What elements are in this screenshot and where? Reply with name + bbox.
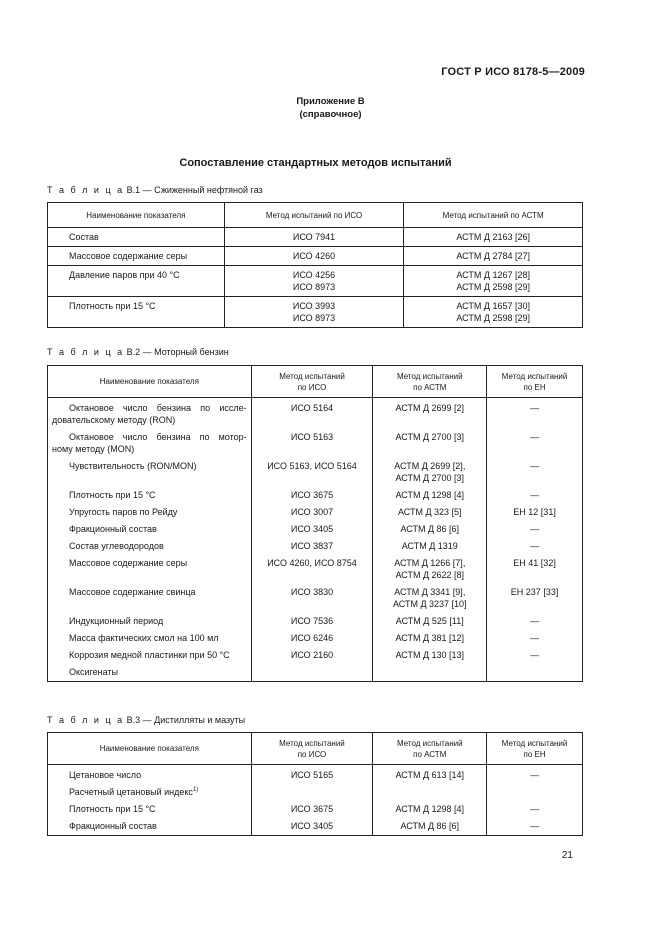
- row-name: Индукционный период: [69, 616, 164, 626]
- row-iso-cell: ИСО 5163, ИСО 5164: [251, 458, 373, 487]
- table-row: [48, 765, 583, 785]
- row-en-cell: —: [487, 818, 583, 836]
- row-name-line: довательскому методу (RON): [52, 415, 176, 425]
- row-name-cell: [48, 613, 252, 630]
- table1-caption-text: В.1 — Сжиженный нефтяной газ: [126, 185, 263, 195]
- row-name-cell: [48, 429, 252, 458]
- row-en-cell: —: [487, 429, 583, 458]
- row-iso-cell: ИСО 5163: [251, 429, 373, 458]
- row-en-cell: [487, 664, 583, 682]
- table-row: [48, 458, 583, 487]
- row-astm-cell: АСТМ Д 1657 [30] АСТМ Д 2598 [29]: [404, 297, 583, 328]
- row-name: Оксигенаты: [69, 667, 119, 677]
- table2: [47, 365, 583, 682]
- row-name: Цетановое число: [69, 770, 142, 780]
- row-name: Массовое содержание серы: [69, 251, 188, 261]
- table3: [47, 732, 583, 836]
- row-iso-cell: ИСО 3405: [251, 818, 373, 836]
- table-row: [48, 266, 583, 297]
- column-header: Метод испытаний по ИСО: [251, 733, 373, 765]
- row-name-cell: [48, 398, 252, 430]
- table-row: [48, 818, 583, 836]
- row-name: Масса фактических смол на 100 мл: [69, 633, 219, 643]
- row-name: Плотность при 15 °С: [69, 804, 156, 814]
- table-row: [48, 784, 583, 801]
- row-name-cell: [48, 458, 252, 487]
- row-name-cell: [48, 801, 252, 818]
- table-row: [48, 584, 583, 613]
- row-en-cell: —: [487, 613, 583, 630]
- row-en-cell: —: [487, 458, 583, 487]
- row-name: Давление паров при 40 °С: [69, 270, 180, 280]
- row-iso-cell: ИСО 3830: [251, 584, 373, 613]
- table3-caption-prefix: Т а б л и ц а: [47, 715, 125, 725]
- row-name-cell: [48, 538, 252, 555]
- table1-caption: [47, 185, 263, 195]
- row-iso-cell: ИСО 3837: [251, 538, 373, 555]
- row-iso-cell: ИСО 2160: [251, 647, 373, 664]
- column-header: Наименование показателя: [48, 733, 252, 765]
- row-astm-cell: АСТМ Д 2699 [2]: [373, 398, 487, 430]
- row-name: Коррозия медной пластинки при 50 °С: [69, 650, 230, 660]
- row-name: Массовое содержание свинца: [69, 587, 196, 597]
- table-row: [48, 228, 583, 247]
- row-name-cell: [48, 487, 252, 504]
- row-iso-cell: ИСО 3007: [251, 504, 373, 521]
- row-iso-cell: ИСО 7536: [251, 613, 373, 630]
- row-name-cell: [48, 818, 252, 836]
- table-row: [48, 647, 583, 664]
- row-astm-cell: АСТМ Д 323 [5]: [373, 504, 487, 521]
- row-astm-cell: АСТМ Д 2700 [3]: [373, 429, 487, 458]
- row-astm-cell: АСТМ Д 2163 [26]: [404, 228, 583, 247]
- row-astm-cell: АСТМ Д 1266 [7], АСТМ Д 2622 [8]: [373, 555, 487, 584]
- row-iso-cell: ИСО 4256 ИСО 8973: [224, 266, 404, 297]
- appendix-title: Приложение В: [296, 96, 365, 107]
- row-iso-cell: ИСО 6246: [251, 630, 373, 647]
- appendix-subtitle: (справочное): [299, 109, 362, 120]
- row-en-cell: —: [487, 398, 583, 430]
- row-name-cell: [48, 555, 252, 584]
- table-row: [48, 247, 583, 266]
- row-name-cell: [48, 228, 225, 247]
- row-name-cell: [48, 664, 252, 682]
- row-name: Чувствительность (RON/MON): [69, 461, 197, 471]
- row-astm-cell: [373, 664, 487, 682]
- table-row: [48, 801, 583, 818]
- page-number: 21: [561, 850, 573, 861]
- row-astm-cell: АСТМ Д 86 [6]: [373, 521, 487, 538]
- row-iso-cell: ИСО 5165: [251, 765, 373, 785]
- row-name: Упругость паров по Рейду: [69, 507, 178, 517]
- row-name: Массовое содержание серы: [69, 558, 188, 568]
- row-en-cell: —: [487, 647, 583, 664]
- table-row: [48, 429, 583, 458]
- row-iso-cell: [251, 664, 373, 682]
- row-iso-cell: ИСО 3675: [251, 487, 373, 504]
- table2-caption: [47, 347, 229, 357]
- row-en-cell: —: [487, 487, 583, 504]
- row-iso-cell: ИСО 4260, ИСО 8754: [251, 555, 373, 584]
- row-astm-cell: АСТМ Д 86 [6]: [373, 818, 487, 836]
- table1: [47, 202, 583, 328]
- row-name: Плотность при 15 °С: [69, 490, 156, 500]
- column-header: Метод испытаний по ЕН: [487, 733, 583, 765]
- row-iso-cell: ИСО 3993 ИСО 8973: [224, 297, 404, 328]
- row-name-cell: [48, 765, 252, 785]
- row-name-cell: [48, 630, 252, 647]
- row-name-cell: [48, 297, 225, 328]
- row-name-cell: [48, 247, 225, 266]
- row-astm-cell: АСТМ Д 2784 [27]: [404, 247, 583, 266]
- row-astm-cell: АСТМ Д 613 [14]: [373, 765, 487, 785]
- row-astm-cell: [373, 784, 487, 801]
- row-name: Плотность при 15 °С: [69, 301, 156, 311]
- row-name: Состав: [69, 232, 99, 242]
- row-en-cell: —: [487, 538, 583, 555]
- row-en-cell: ЕН 237 [33]: [487, 584, 583, 613]
- column-header: Метод испытаний по ИСО: [224, 203, 404, 228]
- table-row: [48, 555, 583, 584]
- row-name: Состав углеводородов: [69, 541, 164, 551]
- row-iso-cell: ИСО 4260: [224, 247, 404, 266]
- row-name: Фракционный состав: [69, 524, 157, 534]
- row-iso-cell: ИСО 7941: [224, 228, 404, 247]
- row-astm-cell: АСТМ Д 1319: [373, 538, 487, 555]
- table1-caption-prefix: Т а б л и ц а: [47, 185, 125, 195]
- row-name-line: Октановое число бензина по мотор-: [69, 432, 247, 442]
- table-row: [48, 297, 583, 328]
- row-name-cell: [48, 504, 252, 521]
- row-astm-cell: АСТМ Д 1267 [28] АСТМ Д 2598 [29]: [404, 266, 583, 297]
- table2-caption-text: В.2 — Моторный бензин: [126, 347, 229, 357]
- row-name: Фракционный состав: [69, 821, 157, 831]
- table-row: [48, 398, 583, 430]
- column-header: Наименование показателя: [48, 203, 225, 228]
- row-en-cell: [487, 784, 583, 801]
- column-header: Метод испытаний по АСТМ: [404, 203, 583, 228]
- row-name-cell: [48, 647, 252, 664]
- column-header: Метод испытаний по АСТМ: [373, 366, 487, 398]
- row-name-cell: [48, 266, 225, 297]
- row-en-cell: —: [487, 630, 583, 647]
- table-row: [48, 487, 583, 504]
- column-header: Метод испытаний по ИСО: [251, 366, 373, 398]
- table3-caption-text: В.3 — Дистилляты и мазуты: [126, 715, 246, 725]
- column-header: Наименование показателя: [48, 366, 252, 398]
- row-en-cell: —: [487, 801, 583, 818]
- row-astm-cell: АСТМ Д 1298 [4]: [373, 487, 487, 504]
- row-astm-cell: АСТМ Д 2699 [2], АСТМ Д 2700 [3]: [373, 458, 487, 487]
- row-en-cell: —: [487, 521, 583, 538]
- row-astm-cell: АСТМ Д 381 [12]: [373, 630, 487, 647]
- row-astm-cell: АСТМ Д 1298 [4]: [373, 801, 487, 818]
- document-header: ГОСТ Р ИСО 8178-5—2009: [441, 66, 585, 78]
- table-row: [48, 630, 583, 647]
- row-astm-cell: АСТМ Д 3341 [9], АСТМ Д 3237 [10]: [373, 584, 487, 613]
- table-row: [48, 538, 583, 555]
- table-row: [48, 521, 583, 538]
- row-name-line: ному методу (MON): [52, 444, 135, 454]
- row-name-cell: [48, 584, 252, 613]
- row-iso-cell: ИСО 3675: [251, 801, 373, 818]
- row-iso-cell: ИСО 5164: [251, 398, 373, 430]
- column-header: Метод испытаний по ЕН: [487, 366, 583, 398]
- row-name-cell: [48, 784, 252, 801]
- row-name-cell: [48, 521, 252, 538]
- column-header: Метод испытаний по АСТМ: [373, 733, 487, 765]
- row-iso-cell: [251, 784, 373, 801]
- table-row: [48, 664, 583, 682]
- table2-caption-prefix: Т а б л и ц а: [47, 347, 125, 357]
- table3-caption: [47, 715, 245, 725]
- table-row: [48, 504, 583, 521]
- footnote-mark: 1): [192, 787, 199, 793]
- row-astm-cell: АСТМ Д 130 [13]: [373, 647, 487, 664]
- section-title: Сопоставление стандартных методов испытаний: [179, 157, 452, 169]
- row-en-cell: ЕН 12 [31]: [487, 504, 583, 521]
- table-row: [48, 613, 583, 630]
- row-name: Расчетный цетановый индекс: [69, 787, 193, 797]
- row-name-line: Октановое число бензина по иссле-: [69, 403, 247, 413]
- row-iso-cell: ИСО 3405: [251, 521, 373, 538]
- row-astm-cell: АСТМ Д 525 [11]: [373, 613, 487, 630]
- row-en-cell: —: [487, 765, 583, 785]
- row-en-cell: ЕН 41 [32]: [487, 555, 583, 584]
